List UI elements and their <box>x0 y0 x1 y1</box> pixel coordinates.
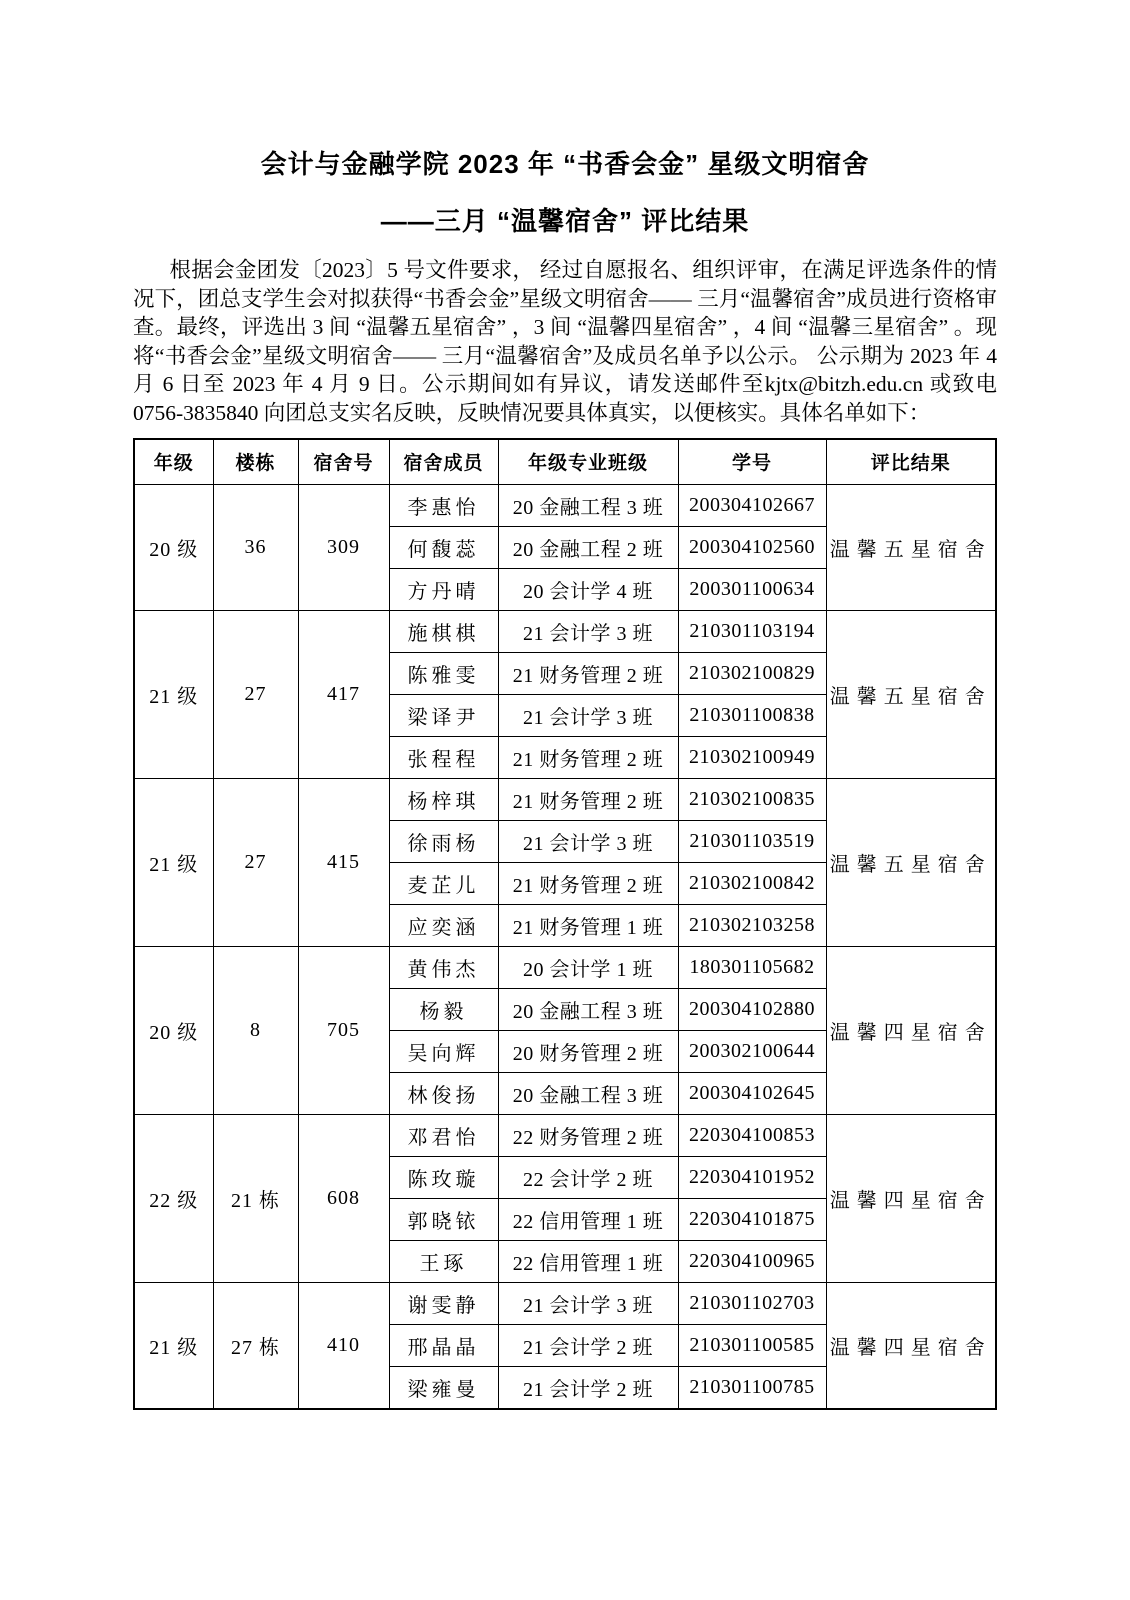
grade-cell: 20 级 <box>134 484 213 610</box>
header-building: 楼栋 <box>213 439 298 485</box>
table-row <box>134 946 996 988</box>
class-cell: 20 金融工程 3 班 <box>498 1072 678 1114</box>
table-row <box>134 1282 996 1324</box>
member-name-cell: 邓君怡 <box>389 1114 498 1156</box>
class-cell: 21 会计学 2 班 <box>498 1324 678 1366</box>
building-cell: 21 栋 <box>213 1114 298 1282</box>
member-name-cell: 徐雨杨 <box>389 820 498 862</box>
student-id-cell: 210301103194 <box>678 610 826 652</box>
student-id-cell: 210301100585 <box>678 1324 826 1366</box>
student-id-cell: 210301100785 <box>678 1366 826 1409</box>
member-name-cell: 吴向辉 <box>389 1030 498 1072</box>
building-cell: 27 <box>213 778 298 946</box>
member-name-cell: 谢雯静 <box>389 1282 498 1324</box>
building-cell: 27 栋 <box>213 1282 298 1409</box>
student-id-cell: 210302100835 <box>678 778 826 820</box>
header-result: 评比结果 <box>826 439 996 485</box>
student-id-cell: 210302100949 <box>678 736 826 778</box>
result-cell: 温馨五星宿舍 <box>826 484 996 610</box>
student-id-cell: 200301100634 <box>678 568 826 610</box>
student-id-cell: 200304102667 <box>678 484 826 526</box>
class-cell: 21 会计学 3 班 <box>498 610 678 652</box>
student-id-cell: 220304101875 <box>678 1198 826 1240</box>
class-cell: 21 财务管理 2 班 <box>498 652 678 694</box>
student-id-cell: 210301102703 <box>678 1282 826 1324</box>
table-row <box>134 484 996 526</box>
table-row <box>134 610 996 652</box>
building-cell: 36 <box>213 484 298 610</box>
header-room: 宿舍号 <box>298 439 389 485</box>
building-cell: 27 <box>213 610 298 778</box>
class-cell: 22 信用管理 1 班 <box>498 1240 678 1282</box>
room-cell: 608 <box>298 1114 389 1282</box>
grade-cell: 21 级 <box>134 778 213 946</box>
student-id-cell: 220304100853 <box>678 1114 826 1156</box>
class-cell: 21 财务管理 1 班 <box>498 904 678 946</box>
member-name-cell: 陈玫璇 <box>389 1156 498 1198</box>
student-id-cell: 200304102645 <box>678 1072 826 1114</box>
student-id-cell: 220304101952 <box>678 1156 826 1198</box>
student-id-cell: 210301103519 <box>678 820 826 862</box>
student-id-cell: 200304102560 <box>678 526 826 568</box>
student-id-cell: 200304102880 <box>678 988 826 1030</box>
building-cell: 8 <box>213 946 298 1114</box>
class-cell: 21 会计学 3 班 <box>498 820 678 862</box>
class-cell: 21 财务管理 2 班 <box>498 736 678 778</box>
class-cell: 21 会计学 3 班 <box>498 1282 678 1324</box>
room-cell: 309 <box>298 484 389 610</box>
member-name-cell: 何馥蕊 <box>389 526 498 568</box>
class-cell: 20 财务管理 2 班 <box>498 1030 678 1072</box>
header-student-id: 学号 <box>678 439 826 485</box>
dormitory-results-table <box>133 438 997 1410</box>
member-name-cell: 梁译尹 <box>389 694 498 736</box>
header-member: 宿舍成员 <box>389 439 498 485</box>
student-id-cell: 180301105682 <box>678 946 826 988</box>
document-subtitle: ——三月 “温馨宿舍” 评比结果 <box>380 206 750 236</box>
header-grade: 年级 <box>134 439 213 485</box>
student-id-cell: 210302100829 <box>678 652 826 694</box>
member-name-cell: 张程程 <box>389 736 498 778</box>
grade-cell: 20 级 <box>134 946 213 1114</box>
result-cell: 温馨四星宿舍 <box>826 946 996 1114</box>
room-cell: 415 <box>298 778 389 946</box>
member-name-cell: 方丹晴 <box>389 568 498 610</box>
result-cell: 温馨五星宿舍 <box>826 610 996 778</box>
header-class: 年级专业班级 <box>498 439 678 485</box>
member-name-cell: 陈雅雯 <box>389 652 498 694</box>
room-cell: 417 <box>298 610 389 778</box>
class-cell: 20 金融工程 3 班 <box>498 988 678 1030</box>
member-name-cell: 王琢 <box>389 1240 498 1282</box>
member-name-cell: 黄伟杰 <box>389 946 498 988</box>
grade-cell: 22 级 <box>134 1114 213 1282</box>
class-cell: 21 会计学 2 班 <box>498 1366 678 1409</box>
student-id-cell: 200302100644 <box>678 1030 826 1072</box>
class-cell: 20 会计学 4 班 <box>498 568 678 610</box>
student-id-cell: 220304100965 <box>678 1240 826 1282</box>
student-id-cell: 210302100842 <box>678 862 826 904</box>
member-name-cell: 应奕涵 <box>389 904 498 946</box>
announcement-paragraph: 根据会金团发〔2023〕5 号文件要求， 经过自愿报名、组织评审，在满足评选条件的情况下，团总支学生会对拟获得“书香会金”星级文明宿舍—— 三月“温馨宿舍”成员进行资格审查。最终，评选出 3 间 “温馨五星宿舍” ，3 间 “温馨四星宿舍” ，4 间 “温馨三星宿舍” 。现将“书香会金”星级文明宿舍—— 三月“温馨宿舍”及成员名单予以公示。 公示期为 2023 年 4 月 6 日至 2023 年 4 月 9 日。公示期间如有异议，请发送邮件至kjtx@bitzh.edu.cn 或致电 0756-3835840 向团总支实名反映，反映情况要具体真实，以便核实。具体名单如下： <box>133 258 997 425</box>
room-cell: 705 <box>298 946 389 1114</box>
table-row <box>134 1114 996 1156</box>
grade-cell: 21 级 <box>134 1282 213 1409</box>
student-id-cell: 210302103258 <box>678 904 826 946</box>
result-cell: 温馨四星宿舍 <box>826 1114 996 1282</box>
member-name-cell: 杨毅 <box>389 988 498 1030</box>
class-cell: 22 信用管理 1 班 <box>498 1198 678 1240</box>
student-id-cell: 210301100838 <box>678 694 826 736</box>
grade-cell: 21 级 <box>134 610 213 778</box>
class-cell: 20 会计学 1 班 <box>498 946 678 988</box>
class-cell: 21 财务管理 2 班 <box>498 862 678 904</box>
member-name-cell: 梁雍曼 <box>389 1366 498 1409</box>
class-cell: 20 金融工程 3 班 <box>498 484 678 526</box>
member-name-cell: 李惠怡 <box>389 484 498 526</box>
member-name-cell: 林俊扬 <box>389 1072 498 1114</box>
result-cell: 温馨四星宿舍 <box>826 1282 996 1409</box>
class-cell: 22 财务管理 2 班 <box>498 1114 678 1156</box>
table-row <box>134 778 996 820</box>
member-name-cell: 邢晶晶 <box>389 1324 498 1366</box>
member-name-cell: 施棋棋 <box>389 610 498 652</box>
member-name-cell: 杨梓琪 <box>389 778 498 820</box>
member-name-cell: 麦芷儿 <box>389 862 498 904</box>
member-name-cell: 郭晓铱 <box>389 1198 498 1240</box>
class-cell: 20 金融工程 2 班 <box>498 526 678 568</box>
class-cell: 21 财务管理 2 班 <box>498 778 678 820</box>
result-cell: 温馨五星宿舍 <box>826 778 996 946</box>
table-header-row <box>134 439 996 485</box>
class-cell: 22 会计学 2 班 <box>498 1156 678 1198</box>
document-title: 会计与金融学院 2023 年 “书香会金” 星级文明宿舍 <box>260 149 870 179</box>
class-cell: 21 会计学 3 班 <box>498 694 678 736</box>
room-cell: 410 <box>298 1282 389 1409</box>
